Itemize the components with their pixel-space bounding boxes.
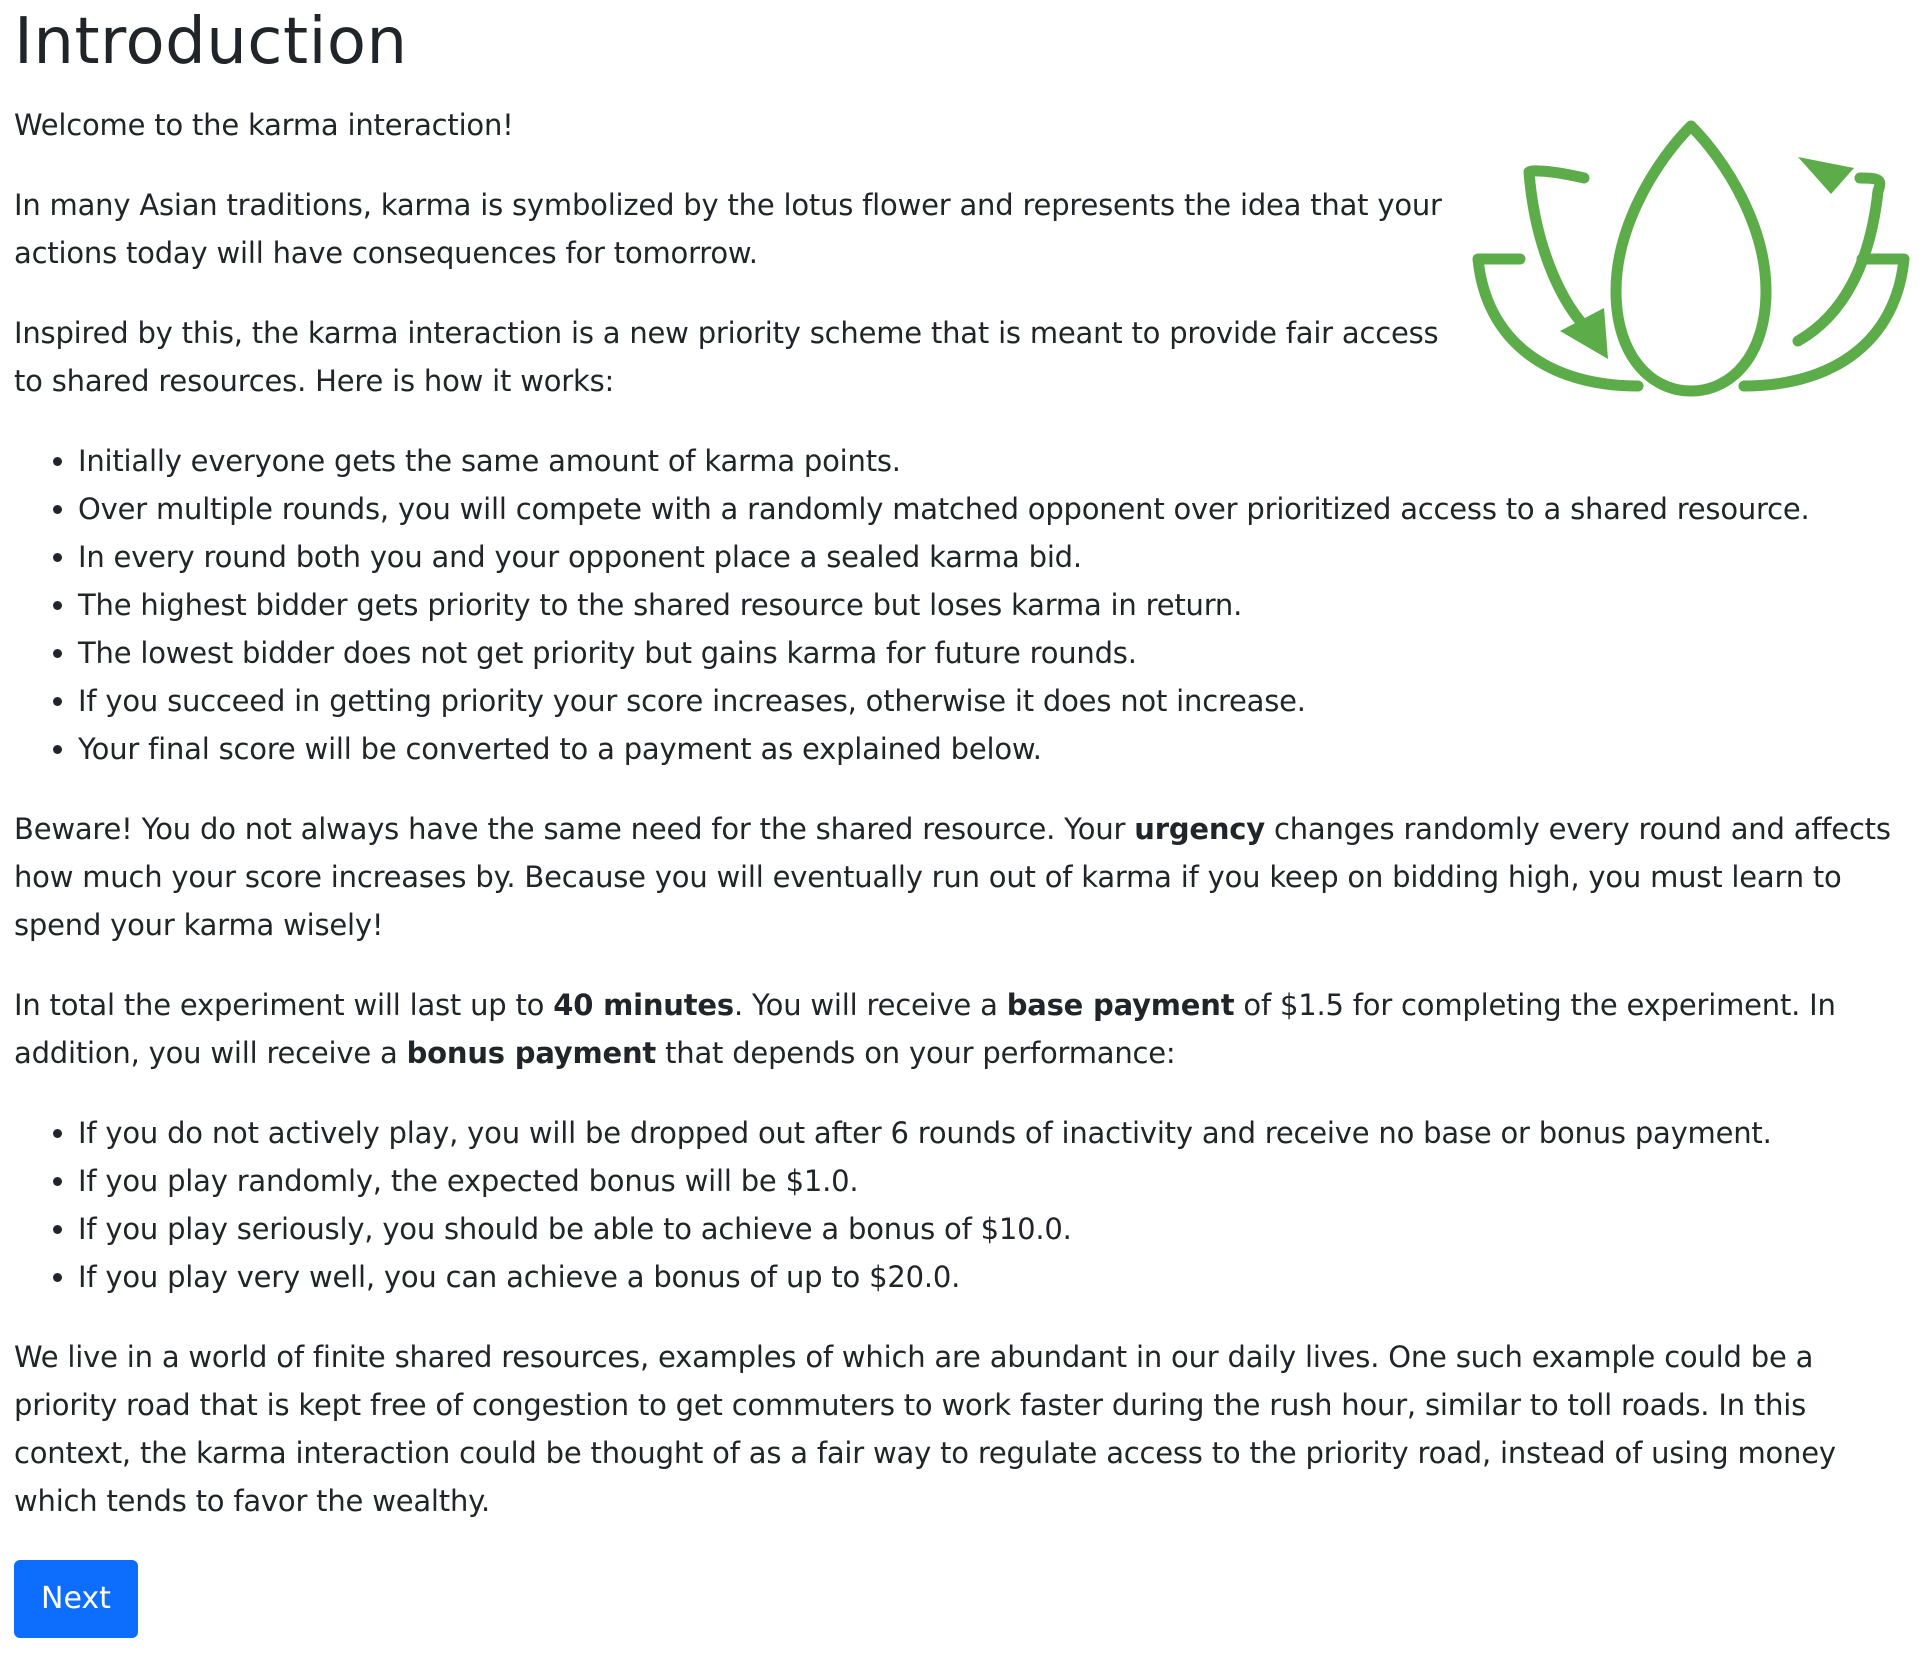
list-item: • If you succeed in getting priority your score increases, otherwise it does not increase. [78, 677, 1914, 725]
list-item: • Over multiple rounds, you will compete with a randomly matched opponent over prioritized access to a shared resource. [78, 485, 1914, 533]
welcome-text: Welcome to the karma interaction! [14, 107, 514, 142]
tradition-text: In many Asian traditions, karma is symbolized by the lotus flower and represents the idea that your actions today will have consequences for tomorrow. [14, 187, 1442, 270]
rules-list [14, 437, 1914, 773]
payment-text-part1: In total the experiment will last up to [14, 987, 554, 1022]
bonus-payment-emphasis: bonus payment [406, 1035, 657, 1070]
next-button[interactable]: Next [14, 1560, 138, 1638]
payment-text-part2: . You will receive a [733, 987, 1007, 1022]
list-item: • Your final score will be converted to a payment as explained below. [78, 725, 1914, 773]
list-item: • The highest bidder gets priority to the shared resource but loses karma in return. [78, 581, 1914, 629]
beware-text-end: changes randomly every round and affects how much your score increases by. Because you will eventually run out of karma if you keep on bidding high, you must learn to spend your karma wisely! [14, 811, 1891, 942]
base-payment-emphasis: base payment [1006, 987, 1235, 1022]
inspired-text: Inspired by this, the karma interaction is a new priority scheme that is meant to provide fair access to shared resources. Here is how it works: [14, 315, 1439, 398]
list-item: • Initially everyone gets the same amount of karma points. [78, 437, 1914, 485]
list-item: • In every round both you and your opponent place a sealed karma bid. [78, 533, 1914, 581]
list-item: • If you play randomly, the expected bonus will be $1.0. [78, 1157, 1914, 1205]
payment-text-part4: that depends on your performance: [656, 1035, 1176, 1070]
beware-text [14, 805, 1914, 949]
page-title: Introduction [14, 5, 408, 79]
list-item: • If you play very well, you can achieve a bonus of up to $20.0. [78, 1253, 1914, 1301]
lotus-karma-icon [1468, 116, 1914, 402]
closing-text: We live in a world of finite shared resources, examples of which are abundant in our daily lives. One such example could be a priority road that is kept free of congestion to get commuters to work faster during the rush hour, similar to toll roads. In this context, the karma interaction could be thought of as a fair way to regulate access to the priority road, instead of using money which tends to favor the wealthy. [14, 1339, 1836, 1518]
payment-text [14, 981, 1914, 1077]
bonus-list [14, 1109, 1914, 1301]
list-item: • The lowest bidder does not get priority but gains karma for future rounds. [78, 629, 1914, 677]
duration-emphasis: 40 minutes [553, 987, 734, 1022]
urgency-emphasis: urgency [1134, 811, 1265, 846]
beware-text-start: Beware! You do not always have the same need for the shared resource. Your [14, 811, 1135, 846]
list-item: • If you play seriously, you should be able to achieve a bonus of $10.0. [78, 1205, 1914, 1253]
list-item: • If you do not actively play, you will be dropped out after 6 rounds of inactivity and receive no base or bonus payment. [78, 1109, 1914, 1157]
payment-text-part3: of $1.5 for completing the experiment. In addition, you will receive a [14, 987, 1836, 1070]
